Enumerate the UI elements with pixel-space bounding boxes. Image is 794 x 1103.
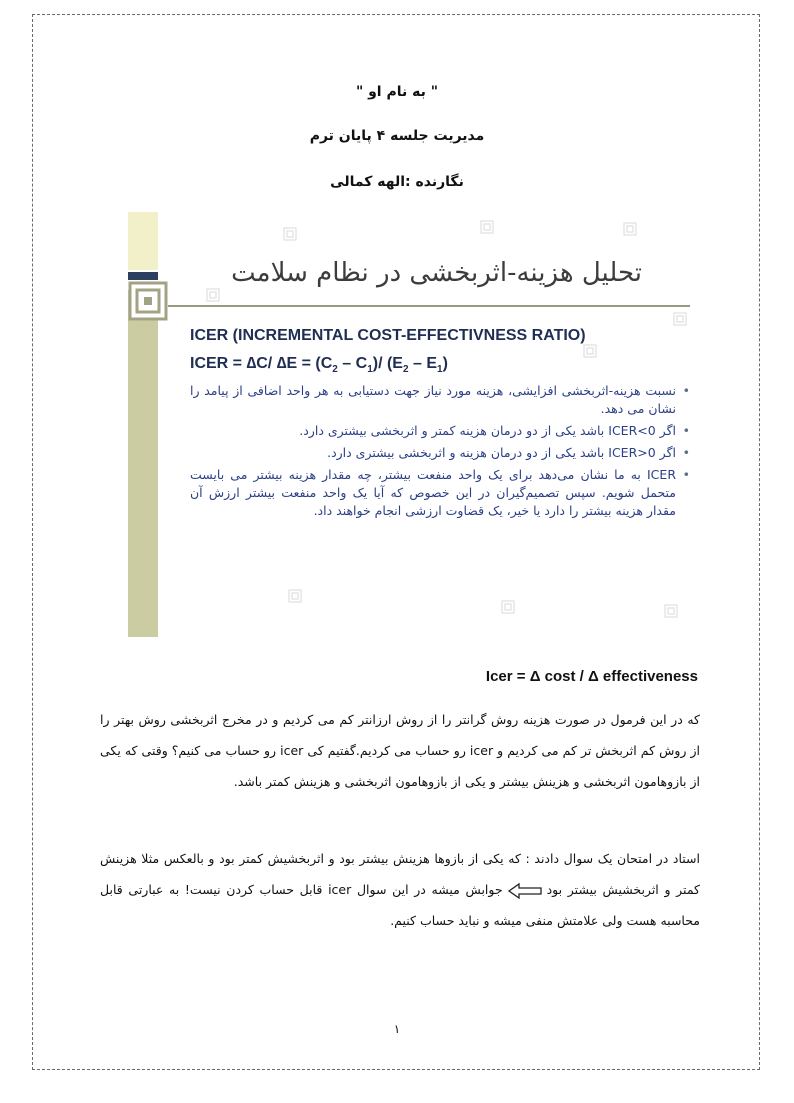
watermark-icon xyxy=(283,227,297,241)
paragraph-explanation: که در این فرمول در صورت هزینه روش گرانتر را از روش ارزانتر کم می کردیم و در مخرج اثربخشی روش بهتر را از روش کم اثربخش تر کم می کردیم و icer رو حساب می کردیم.گفتیم کی icer رو حساب می کنیم؟ وقتی که یکی از بازوهامون اثربخشی و هزینش بیشتر و یکی از بازوهامون اثربخشی و هزینش کمتر باشد. xyxy=(100,712,701,789)
icer-heading: ICER (INCREMENTAL COST-EFFECTIVNESS RATIO) xyxy=(190,327,586,344)
list-item: • اگر ICER<0 باشد یکی از دو درمان هزینه کمتر و اثربخشی بیشتری دارد. xyxy=(190,422,676,440)
paragraph-exam-note-part1: استاد در امتحان یک سوال دادند : که یکی از بازوها هزینش بیشتر بود و اثربخشیش کمتر بود و بالعکس مثلا هزینش کمتر و اثربخشیش بیشتر بود xyxy=(100,851,701,897)
watermark-icon xyxy=(623,222,637,236)
paragraph-exam-note xyxy=(100,843,700,936)
watermark-icon xyxy=(673,312,687,326)
slide-bullet-list xyxy=(190,382,690,524)
bismillah-heading: " به نام او " xyxy=(355,84,439,100)
course-heading: مدیریت جلسه ۴ پایان ترم xyxy=(309,128,485,144)
list-item: • اگر ICER>0 باشد یکی از دو درمان هزینه و اثربخشی بیشتری دارد. xyxy=(190,444,676,462)
watermark-icon xyxy=(480,220,494,234)
watermark-icon xyxy=(206,288,220,302)
watermark-icon xyxy=(664,604,678,618)
icer-text-formula: Icer = Δ cost / Δ effectiveness xyxy=(485,668,698,685)
arrow-left-icon xyxy=(507,882,543,900)
author-heading: نگارنده :الهه کمالی xyxy=(330,174,464,190)
watermark-icon xyxy=(583,344,597,358)
watermark-icon xyxy=(501,600,515,614)
greek-key-ornament xyxy=(128,281,168,321)
list-item: • ICER به ما نشان می‌دهد برای یک واحد منفعت بیشتر، چه مقدار هزینه بیشتر می بایست متحمل شویم. سپس تصمیم‌گیران در این خصوص که آیا یک واحد منفعت بیشتر ارزش آن مقدار هزینه بیشتر را دارد یا خیر، یک قضاوت ارزشی انجام خواهند داد. xyxy=(190,466,676,520)
slide-accent-bar-bottom xyxy=(128,290,158,637)
watermark-icon xyxy=(288,589,302,603)
list-item: • نسبت هزینه-اثربخشی افزایشی، هزینه مورد نیاز جهت دستیابی به هر واحد اضافی از پیامد را نشان می دهد. xyxy=(190,382,676,418)
slide-image xyxy=(128,212,690,637)
slide-accent-bar-top xyxy=(128,212,158,270)
slide-title: تحلیل هزینه-اثربخشی در نظام سلامت xyxy=(231,258,642,288)
page-number: ۱ xyxy=(393,1022,401,1036)
slide-title-rule xyxy=(168,305,690,307)
slide-navy-stripe-top xyxy=(128,272,158,280)
paragraph-exam-note-part2: جوابش میشه در این سوال icer قابل حساب کردن نیست! به عبارتی قابل محاسبه هست ولی علامتش منفی میشه و نباید حساب کنیم. xyxy=(100,882,700,928)
icer-formula: ICER = ∆C/ $\Delta E = (C_2 - C_1)/$ $(E_2 - E_1)$ xyxy=(190,355,448,376)
